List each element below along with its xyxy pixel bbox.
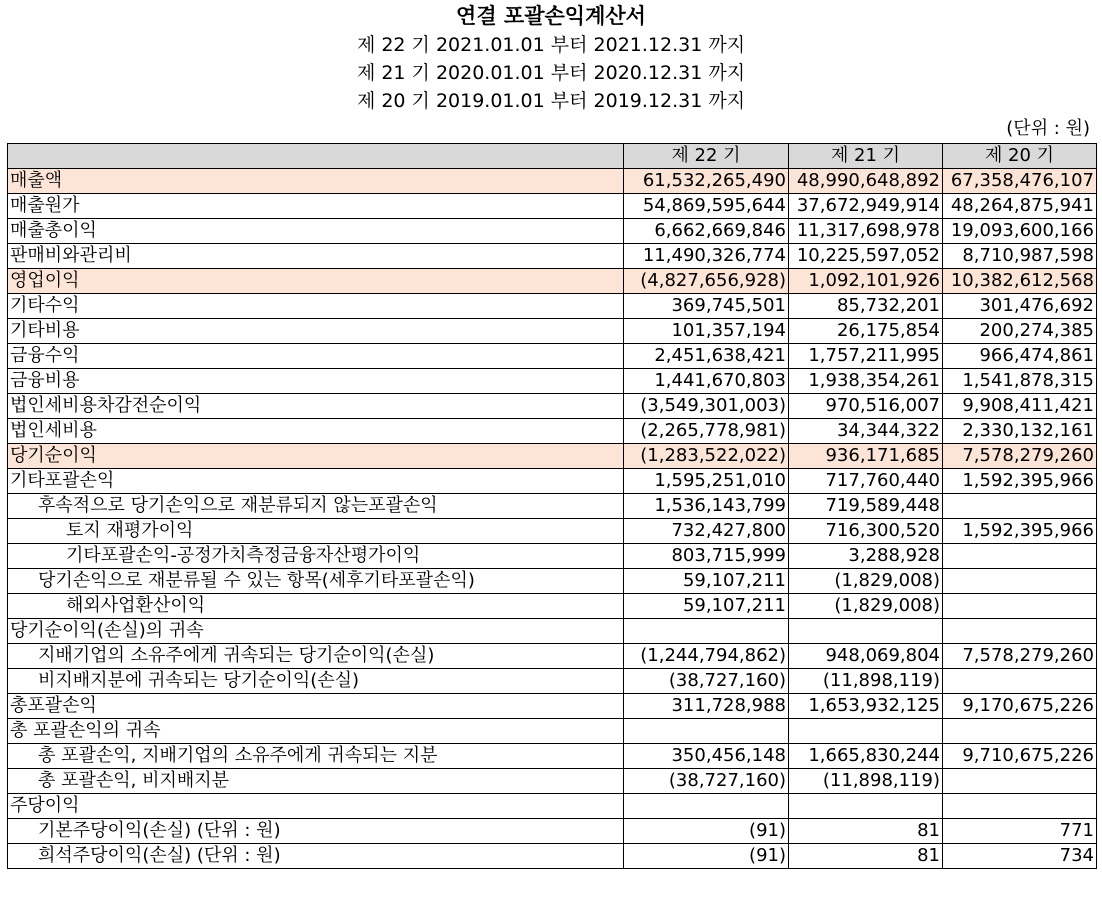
value-22: 1,536,143,799	[624, 494, 789, 519]
value-22: 350,456,148	[624, 744, 789, 769]
value-21: 716,300,520	[789, 519, 943, 544]
table-row	[8, 669, 1097, 694]
value-20: 966,474,861	[943, 344, 1097, 369]
row-label: 법인세비용	[8, 419, 624, 444]
period-line-21: 제 21 기 2020.01.01 부터 2020.12.31 까지	[356, 62, 746, 84]
value-21: 34,344,322	[789, 419, 943, 444]
column-header-20: 제 20 기	[943, 144, 1097, 169]
row-label: 기타수익	[8, 294, 624, 319]
value-20: 48,264,875,941	[943, 194, 1097, 219]
value-22: 2,451,638,421	[624, 344, 789, 369]
value-20: 9,908,411,421	[943, 394, 1097, 419]
table-row	[8, 644, 1097, 669]
unit-label: (단위 : 원)	[1006, 118, 1090, 139]
value-21: 3,288,928	[789, 544, 943, 569]
value-21: 717,760,440	[789, 469, 943, 494]
table-row	[8, 519, 1097, 544]
table-row	[8, 194, 1097, 219]
table-row	[8, 319, 1097, 344]
value-22: 803,715,999	[624, 544, 789, 569]
value-21: 1,665,830,244	[789, 744, 943, 769]
table-row	[8, 269, 1097, 294]
row-label: 기타비용	[8, 319, 624, 344]
value-20	[943, 769, 1097, 794]
value-21: 948,069,804	[789, 644, 943, 669]
value-22: 101,357,194	[624, 319, 789, 344]
value-21: 719,589,448	[789, 494, 943, 519]
value-20	[943, 794, 1097, 819]
value-20: 67,358,476,107	[943, 169, 1097, 194]
value-22: 369,745,501	[624, 294, 789, 319]
value-20	[943, 594, 1097, 619]
value-21: 1,757,211,995	[789, 344, 943, 369]
value-22: 1,441,670,803	[624, 369, 789, 394]
value-22	[624, 794, 789, 819]
value-22: 6,662,669,846	[624, 219, 789, 244]
value-22	[624, 719, 789, 744]
table-header-row	[8, 144, 1097, 169]
value-21: 1,938,354,261	[789, 369, 943, 394]
value-22: (3,549,301,003)	[624, 394, 789, 419]
table-row	[8, 694, 1097, 719]
value-20: 200,274,385	[943, 319, 1097, 344]
table-row	[8, 444, 1097, 469]
row-label: 법인세비용차감전순이익	[8, 394, 624, 419]
value-21: 1,653,932,125	[789, 694, 943, 719]
table-row	[8, 619, 1097, 644]
column-header-22: 제 22 기	[624, 144, 789, 169]
value-21: 11,317,698,978	[789, 219, 943, 244]
value-20: 9,710,675,226	[943, 744, 1097, 769]
value-21: (1,829,008)	[789, 594, 943, 619]
row-label: 총 포괄손익, 비지배지분	[8, 769, 624, 794]
value-20: 1,541,878,315	[943, 369, 1097, 394]
value-20: 7,578,279,260	[943, 644, 1097, 669]
row-label: 총 포괄손익의 귀속	[8, 719, 624, 744]
value-22	[624, 619, 789, 644]
value-21: 37,672,949,914	[789, 194, 943, 219]
row-label: 금융수익	[8, 344, 624, 369]
table-row	[8, 169, 1097, 194]
value-22: 54,869,595,644	[624, 194, 789, 219]
value-22: 732,427,800	[624, 519, 789, 544]
value-21	[789, 794, 943, 819]
value-22: (38,727,160)	[624, 769, 789, 794]
table-row	[8, 769, 1097, 794]
value-22: 11,490,326,774	[624, 244, 789, 269]
table-row	[8, 544, 1097, 569]
row-label: 총포괄손익	[8, 694, 624, 719]
value-21: 48,990,648,892	[789, 169, 943, 194]
row-label: 주당이익	[8, 794, 624, 819]
period-line-22: 제 22 기 2021.01.01 부터 2021.12.31 까지	[356, 34, 746, 56]
row-label: 금융비용	[8, 369, 624, 394]
table-row	[8, 819, 1097, 844]
row-label: 해외사업환산이익	[8, 594, 624, 619]
row-label: 기본주당이익(손실) (단위 : 원)	[8, 819, 624, 844]
value-21: 10,225,597,052	[789, 244, 943, 269]
row-label: 매출액	[8, 169, 624, 194]
value-22: (2,265,778,981)	[624, 419, 789, 444]
value-22: (91)	[624, 819, 789, 844]
row-label: 당기순이익	[8, 444, 624, 469]
statement-title: 연결 포괄손익계산서	[456, 4, 646, 28]
value-20	[943, 669, 1097, 694]
value-22: 59,107,211	[624, 569, 789, 594]
row-label: 당기손익으로 재분류될 수 있는 항목(세후기타포괄손익)	[8, 569, 624, 594]
row-label: 총 포괄손익, 지배기업의 소유주에게 귀속되는 지분	[8, 744, 624, 769]
value-20: 19,093,600,166	[943, 219, 1097, 244]
table-body	[8, 169, 1097, 869]
period-line-20: 제 20 기 2019.01.01 부터 2019.12.31 까지	[356, 90, 746, 112]
value-21: (11,898,119)	[789, 669, 943, 694]
table-row	[8, 569, 1097, 594]
value-22: 61,532,265,490	[624, 169, 789, 194]
table-row	[8, 419, 1097, 444]
table-row	[8, 219, 1097, 244]
value-21: 936,171,685	[789, 444, 943, 469]
row-label: 기타포괄손익-공정가치측정금융자산평가이익	[8, 544, 624, 569]
table-row	[8, 369, 1097, 394]
income-statement-table	[7, 143, 1097, 869]
value-20: 9,170,675,226	[943, 694, 1097, 719]
table-row	[8, 844, 1097, 869]
table-row	[8, 469, 1097, 494]
row-label: 당기순이익(손실)의 귀속	[8, 619, 624, 644]
value-20: 771	[943, 819, 1097, 844]
row-label: 지배기업의 소유주에게 귀속되는 당기순이익(손실)	[8, 644, 624, 669]
table-row	[8, 719, 1097, 744]
row-label: 매출총이익	[8, 219, 624, 244]
column-header-21: 제 21 기	[789, 144, 943, 169]
value-21: 1,092,101,926	[789, 269, 943, 294]
value-22: 59,107,211	[624, 594, 789, 619]
table-row	[8, 294, 1097, 319]
value-20	[943, 619, 1097, 644]
row-label: 후속적으로 당기손익으로 재분류되지 않는포괄손익	[8, 494, 624, 519]
value-20: 734	[943, 844, 1097, 869]
value-20: 301,476,692	[943, 294, 1097, 319]
value-20: 10,382,612,568	[943, 269, 1097, 294]
value-20: 8,710,987,598	[943, 244, 1097, 269]
table-row	[8, 344, 1097, 369]
value-21: 85,732,201	[789, 294, 943, 319]
value-20	[943, 569, 1097, 594]
value-22: 1,595,251,010	[624, 469, 789, 494]
value-22: (4,827,656,928)	[624, 269, 789, 294]
table-row	[8, 794, 1097, 819]
value-22: (1,244,794,862)	[624, 644, 789, 669]
value-21: (1,829,008)	[789, 569, 943, 594]
row-label: 판매비와관리비	[8, 244, 624, 269]
value-20: 1,592,395,966	[943, 519, 1097, 544]
value-22: (1,283,522,022)	[624, 444, 789, 469]
row-label: 토지 재평가이익	[8, 519, 624, 544]
table-row	[8, 594, 1097, 619]
value-20	[943, 494, 1097, 519]
value-21	[789, 719, 943, 744]
value-21: 81	[789, 819, 943, 844]
value-20: 1,592,395,966	[943, 469, 1097, 494]
value-21	[789, 619, 943, 644]
table-row	[8, 394, 1097, 419]
row-label: 매출원가	[8, 194, 624, 219]
row-label: 기타포괄손익	[8, 469, 624, 494]
row-label: 희석주당이익(손실) (단위 : 원)	[8, 844, 624, 869]
value-21: 81	[789, 844, 943, 869]
table-row	[8, 244, 1097, 269]
column-header-label	[8, 144, 624, 169]
row-label: 비지배지분에 귀속되는 당기순이익(손실)	[8, 669, 624, 694]
value-21: 26,175,854	[789, 319, 943, 344]
value-21: (11,898,119)	[789, 769, 943, 794]
table-row	[8, 494, 1097, 519]
value-21: 970,516,007	[789, 394, 943, 419]
row-label: 영업이익	[8, 269, 624, 294]
value-22: (38,727,160)	[624, 669, 789, 694]
value-22: 311,728,988	[624, 694, 789, 719]
value-20: 2,330,132,161	[943, 419, 1097, 444]
value-22: (91)	[624, 844, 789, 869]
table-row	[8, 744, 1097, 769]
value-20	[943, 719, 1097, 744]
value-20: 7,578,279,260	[943, 444, 1097, 469]
value-20	[943, 544, 1097, 569]
